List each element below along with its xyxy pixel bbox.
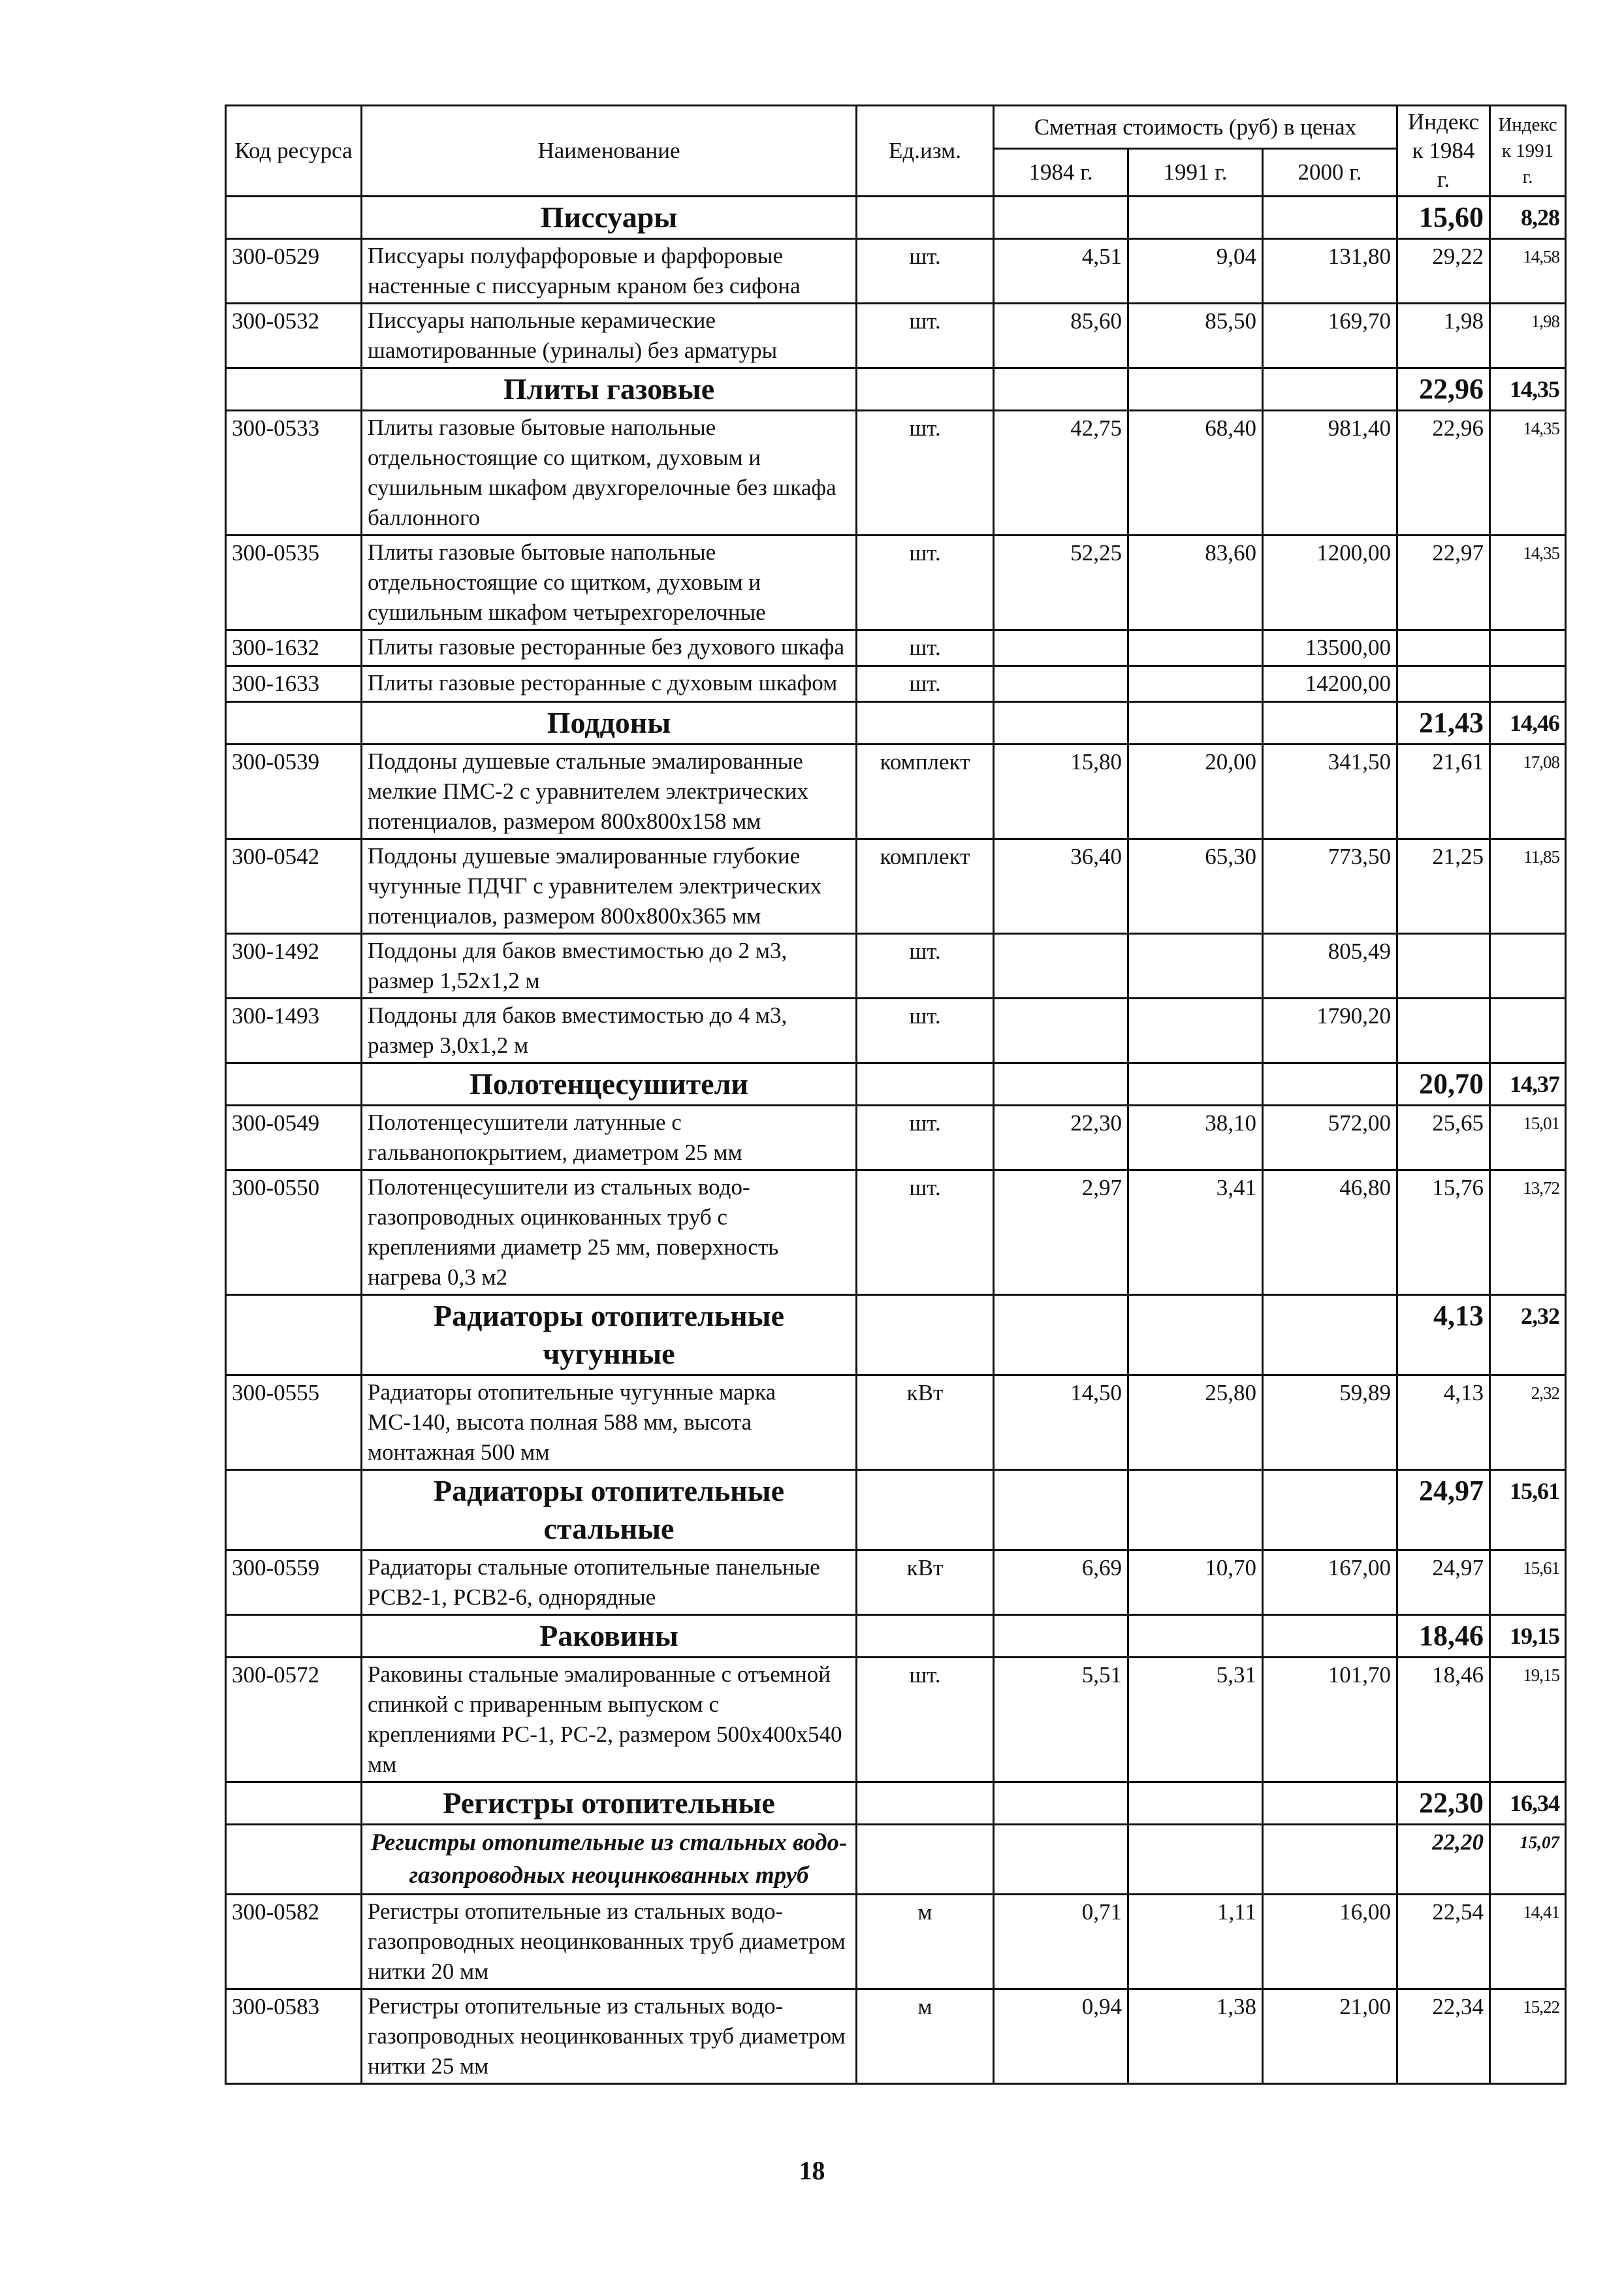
index-1991: 15,01 <box>1490 1106 1566 1170</box>
resource-code: 300-0529 <box>226 239 362 304</box>
price-1984: 5,51 <box>994 1658 1128 1782</box>
unit-of-measure: шт. <box>857 1658 994 1782</box>
unit-cell <box>857 368 994 411</box>
unit-cell <box>857 1470 994 1550</box>
index-1984: 1,98 <box>1397 304 1490 368</box>
section-index-1991: 19,15 <box>1490 1615 1566 1658</box>
price-2000: 981,40 <box>1263 411 1397 536</box>
section-index-1984: 15,60 <box>1397 197 1490 239</box>
resource-code: 300-1633 <box>226 666 362 702</box>
resource-code: 300-1492 <box>226 934 362 999</box>
price-2000: 46,80 <box>1263 1170 1397 1295</box>
code-cell <box>226 1295 362 1375</box>
resource-name: Писсуары напольные керамические шамотированные (уриналы) без арматуры <box>362 304 857 368</box>
section-row <box>226 1063 1566 1106</box>
resource-name: Поддоны душевые эмалированные глубокие чугунные ПДЧГ с уравнителем электрических потенциалов, размером 800х800х365 мм <box>362 839 857 934</box>
index-1991 <box>1490 630 1566 666</box>
index-1984 <box>1397 999 1490 1063</box>
unit-cell <box>857 1063 994 1106</box>
price-1991: 9,04 <box>1128 239 1263 304</box>
index-1984 <box>1397 630 1490 666</box>
price-1991: 25,80 <box>1128 1375 1263 1470</box>
table-row <box>226 1989 1566 2084</box>
resource-name: Регистры отопительные из стальных водо-газопроводных неоцинкованных труб диаметром нитки 20 мм <box>362 1895 857 1989</box>
price-2000: 21,00 <box>1263 1989 1397 2084</box>
index-1984 <box>1397 666 1490 702</box>
price-1984 <box>994 934 1128 999</box>
table-row <box>226 1895 1566 1989</box>
resource-code: 300-0533 <box>226 411 362 536</box>
index-1991 <box>1490 666 1566 702</box>
price-1984-cell <box>994 1063 1128 1106</box>
code-cell <box>226 1782 362 1825</box>
price-2000: 805,49 <box>1263 934 1397 999</box>
code-cell <box>226 702 362 745</box>
section-index-1991: 8,28 <box>1490 197 1566 239</box>
subsection-title: Регистры отопительные из стальных водо-газопроводных неоцинкованных труб <box>362 1825 857 1895</box>
index-1991 <box>1490 999 1566 1063</box>
price-1984-cell <box>994 197 1128 239</box>
price-1991-cell <box>1128 1295 1263 1375</box>
index-1984: 29,22 <box>1397 239 1490 304</box>
price-1991-cell <box>1128 197 1263 239</box>
index-1984: 18,46 <box>1397 1658 1490 1782</box>
section-index-1984: 22,30 <box>1397 1782 1490 1825</box>
price-2000: 13500,00 <box>1263 630 1397 666</box>
price-2000-cell <box>1263 1470 1397 1550</box>
table-header <box>226 106 1566 197</box>
price-1991-cell <box>1128 368 1263 411</box>
section-row <box>226 702 1566 745</box>
price-1984-cell <box>994 1470 1128 1550</box>
price-2000-cell <box>1263 368 1397 411</box>
price-1984: 85,60 <box>994 304 1128 368</box>
price-1991: 83,60 <box>1128 536 1263 630</box>
price-2000: 773,50 <box>1263 839 1397 934</box>
price-1991: 5,31 <box>1128 1658 1263 1782</box>
price-1991-cell <box>1128 1470 1263 1550</box>
code-cell <box>226 1825 362 1895</box>
section-row <box>226 1295 1566 1375</box>
index-1991: 14,35 <box>1490 411 1566 536</box>
price-1991-cell <box>1128 1063 1263 1106</box>
code-cell <box>226 1470 362 1550</box>
price-1991-cell <box>1128 1782 1263 1825</box>
resource-code: 300-1493 <box>226 999 362 1063</box>
index-1984: 22,54 <box>1397 1895 1490 1989</box>
price-2000: 14200,00 <box>1263 666 1397 702</box>
section-title: Радиаторы отопительные стальные <box>362 1470 857 1550</box>
code-cell <box>226 197 362 239</box>
price-1984: 0,71 <box>994 1895 1128 1989</box>
resource-code: 300-1632 <box>226 630 362 666</box>
price-2000-cell <box>1263 1063 1397 1106</box>
unit-of-measure: м <box>857 1895 994 1989</box>
table-row <box>226 1658 1566 1782</box>
resource-name: Радиаторы стальные отопительные панельные РСВ2-1, РСВ2-6, однорядные <box>362 1550 857 1615</box>
price-2000-cell <box>1263 702 1397 745</box>
unit-of-measure: шт. <box>857 304 994 368</box>
unit-of-measure: шт. <box>857 934 994 999</box>
price-1991: 10,70 <box>1128 1550 1263 1615</box>
price-1991-cell <box>1128 1615 1263 1658</box>
price-1991 <box>1128 934 1263 999</box>
price-1984-cell <box>994 1782 1128 1825</box>
section-row <box>226 197 1566 239</box>
section-index-1991: 14,35 <box>1490 368 1566 411</box>
table-row <box>226 934 1566 999</box>
unit-cell <box>857 1825 994 1895</box>
unit-of-measure: кВт <box>857 1550 994 1615</box>
index-1984: 15,76 <box>1397 1170 1490 1295</box>
price-1984 <box>994 999 1128 1063</box>
index-1991: 1,98 <box>1490 304 1566 368</box>
section-row <box>226 1615 1566 1658</box>
price-1984-cell <box>994 1295 1128 1375</box>
price-1991 <box>1128 666 1263 702</box>
unit-cell <box>857 197 994 239</box>
unit-of-measure: м <box>857 1989 994 2084</box>
unit-of-measure: шт. <box>857 630 994 666</box>
table-row <box>226 239 1566 304</box>
resource-name: Плиты газовые бытовые напольные отдельностоящие со щитком, духовым и сушильным шкафом четырехгорелочные <box>362 536 857 630</box>
index-1984: 22,97 <box>1397 536 1490 630</box>
index-1991: 17,08 <box>1490 745 1566 839</box>
header-code: Код ресурса <box>226 106 362 197</box>
resource-name: Поддоны для баков вместимостью до 4 м3, размер 3,0х1,2 м <box>362 999 857 1063</box>
index-1991: 14,41 <box>1490 1895 1566 1989</box>
resource-code: 300-0532 <box>226 304 362 368</box>
unit-of-measure: кВт <box>857 1375 994 1470</box>
price-2000: 59,89 <box>1263 1375 1397 1470</box>
price-2000: 572,00 <box>1263 1106 1397 1170</box>
resource-code: 300-0539 <box>226 745 362 839</box>
header-unit: Ед.изм. <box>857 106 994 197</box>
table-row <box>226 536 1566 630</box>
section-row <box>226 1470 1566 1550</box>
table-row <box>226 411 1566 536</box>
price-1991 <box>1128 999 1263 1063</box>
resource-name: Плиты газовые ресторанные с духовым шкафом <box>362 666 857 702</box>
resource-name: Регистры отопительные из стальных водо-газопроводных неоцинкованных труб диаметром нитки 25 мм <box>362 1989 857 2084</box>
index-1991: 15,22 <box>1490 1989 1566 2084</box>
resource-name: Раковины стальные эмалированные с отъемной спинкой с приваренным выпуском с креплениями РС-1, РС-2, размером 500х400х540 мм <box>362 1658 857 1782</box>
section-title: Регистры отопительные <box>362 1782 857 1825</box>
price-table-sheet <box>225 104 1565 2085</box>
resource-name: Писсуары полуфарфоровые и фарфоровые настенные с писсуарным краном без сифона <box>362 239 857 304</box>
index-1991: 14,35 <box>1490 536 1566 630</box>
price-1984 <box>994 666 1128 702</box>
index-1991: 14,58 <box>1490 239 1566 304</box>
header-index-1984: Индекс к 1984 г. <box>1397 106 1490 197</box>
resource-code: 300-0555 <box>226 1375 362 1470</box>
price-1984: 15,80 <box>994 745 1128 839</box>
unit-of-measure: шт. <box>857 239 994 304</box>
price-1984: 36,40 <box>994 839 1128 934</box>
resource-code: 300-0559 <box>226 1550 362 1615</box>
index-1991 <box>1490 934 1566 999</box>
price-2000: 167,00 <box>1263 1550 1397 1615</box>
index-1991: 2,32 <box>1490 1375 1566 1470</box>
price-1984: 22,30 <box>994 1106 1128 1170</box>
price-1991: 38,10 <box>1128 1106 1263 1170</box>
header-year-1984: 1984 г. <box>994 149 1128 197</box>
index-1991: 11,85 <box>1490 839 1566 934</box>
price-1991-cell <box>1128 702 1263 745</box>
price-1991: 1,11 <box>1128 1895 1263 1989</box>
price-1991-cell <box>1128 1825 1263 1895</box>
resource-code: 300-0549 <box>226 1106 362 1170</box>
unit-cell <box>857 1615 994 1658</box>
table-row <box>226 745 1566 839</box>
price-1984: 2,97 <box>994 1170 1128 1295</box>
price-1984: 14,50 <box>994 1375 1128 1470</box>
header-year-1991: 1991 г. <box>1128 149 1263 197</box>
resource-code: 300-0572 <box>226 1658 362 1782</box>
price-1991 <box>1128 630 1263 666</box>
price-1984-cell <box>994 368 1128 411</box>
price-2000: 1200,00 <box>1263 536 1397 630</box>
price-1984-cell <box>994 1825 1128 1895</box>
section-index-1984: 18,46 <box>1397 1615 1490 1658</box>
unit-of-measure: шт. <box>857 1170 994 1295</box>
price-1984: 6,69 <box>994 1550 1128 1615</box>
page-number: 18 <box>799 2156 825 2185</box>
price-2000-cell <box>1263 1615 1397 1658</box>
price-1984-cell <box>994 1615 1128 1658</box>
section-index-1991: 2,32 <box>1490 1295 1566 1375</box>
resource-name: Плиты газовые бытовые напольные отдельностоящие со щитком, духовым и сушильным шкафом двухгорелочные без шкафа баллонного <box>362 411 857 536</box>
table-row <box>226 666 1566 702</box>
table-row <box>226 304 1566 368</box>
table-body <box>226 197 1566 2084</box>
price-1984: 4,51 <box>994 239 1128 304</box>
index-1984: 21,25 <box>1397 839 1490 934</box>
section-title: Писсуары <box>362 197 857 239</box>
resource-code: 300-0582 <box>226 1895 362 1989</box>
unit-of-measure: шт. <box>857 1106 994 1170</box>
resource-name: Поддоны душевые стальные эмалированные мелкие ПМС-2 с уравнителем электрических потенциалов, размером 800х800х158 мм <box>362 745 857 839</box>
price-2000-cell <box>1263 197 1397 239</box>
header-name: Наименование <box>362 106 857 197</box>
unit-of-measure: шт. <box>857 666 994 702</box>
index-1991: 15,61 <box>1490 1550 1566 1615</box>
resource-name: Полотенцесушители латунные с гальванопокрытием, диаметром 25 мм <box>362 1106 857 1170</box>
table-row <box>226 1106 1566 1170</box>
price-1984: 42,75 <box>994 411 1128 536</box>
resource-code: 300-0535 <box>226 536 362 630</box>
index-1984: 22,34 <box>1397 1989 1490 2084</box>
price-1991: 3,41 <box>1128 1170 1263 1295</box>
price-2000: 131,80 <box>1263 239 1397 304</box>
section-title: Раковины <box>362 1615 857 1658</box>
resource-name: Радиаторы отопительные чугунные марка МС-140, высота полная 588 мм, высота монтажная 500 мм <box>362 1375 857 1470</box>
section-title: Поддоны <box>362 702 857 745</box>
section-index-1984: 21,43 <box>1397 702 1490 745</box>
section-title: Радиаторы отопительные чугунные <box>362 1295 857 1375</box>
header-cost-group: Сметная стоимость (руб) в ценах <box>994 106 1397 149</box>
table-row <box>226 1550 1566 1615</box>
price-2000-cell <box>1263 1782 1397 1825</box>
price-1984-cell <box>994 702 1128 745</box>
unit-cell <box>857 1295 994 1375</box>
unit-of-measure: комплект <box>857 839 994 934</box>
price-1991: 85,50 <box>1128 304 1263 368</box>
section-title: Полотенцесушители <box>362 1063 857 1106</box>
price-1991: 1,38 <box>1128 1989 1263 2084</box>
price-1984: 0,94 <box>994 1989 1128 2084</box>
price-2000-cell <box>1263 1295 1397 1375</box>
index-1991: 13,72 <box>1490 1170 1566 1295</box>
section-title: Плиты газовые <box>362 368 857 411</box>
price-2000: 101,70 <box>1263 1658 1397 1782</box>
price-2000: 1790,20 <box>1263 999 1397 1063</box>
section-index-1991: 15,61 <box>1490 1470 1566 1550</box>
unit-cell <box>857 1782 994 1825</box>
price-1991: 20,00 <box>1128 745 1263 839</box>
section-index-1991: 15,07 <box>1490 1825 1566 1895</box>
code-cell <box>226 368 362 411</box>
resource-code: 300-0550 <box>226 1170 362 1295</box>
table-row <box>226 999 1566 1063</box>
section-index-1984: 22,20 <box>1397 1825 1490 1895</box>
price-2000: 169,70 <box>1263 304 1397 368</box>
table-row <box>226 630 1566 666</box>
section-index-1984: 20,70 <box>1397 1063 1490 1106</box>
unit-cell <box>857 702 994 745</box>
table-row <box>226 1170 1566 1295</box>
price-2000-cell <box>1263 1825 1397 1895</box>
price-2000: 16,00 <box>1263 1895 1397 1989</box>
unit-of-measure: шт. <box>857 411 994 536</box>
price-1984 <box>994 630 1128 666</box>
price-1991: 68,40 <box>1128 411 1263 536</box>
price-1984: 52,25 <box>994 536 1128 630</box>
price-1991: 65,30 <box>1128 839 1263 934</box>
resource-code: 300-0542 <box>226 839 362 934</box>
subsection-row <box>226 1825 1566 1895</box>
resource-name: Полотенцесушители из стальных водо-газопроводных оцинкованных труб с креплениями диаметр 25 мм, поверхность нагрева 0,3 м2 <box>362 1170 857 1295</box>
section-index-1984: 4,13 <box>1397 1295 1490 1375</box>
price-2000: 341,50 <box>1263 745 1397 839</box>
code-cell <box>226 1063 362 1106</box>
section-index-1984: 22,96 <box>1397 368 1490 411</box>
unit-of-measure: шт. <box>857 536 994 630</box>
resource-name: Поддоны для баков вместимостью до 2 м3, размер 1,52х1,2 м <box>362 934 857 999</box>
index-1991: 19,15 <box>1490 1658 1566 1782</box>
section-index-1991: 14,37 <box>1490 1063 1566 1106</box>
index-1984: 21,61 <box>1397 745 1490 839</box>
header-year-2000: 2000 г. <box>1263 149 1397 197</box>
index-1984: 24,97 <box>1397 1550 1490 1615</box>
resource-price-table <box>225 104 1567 2085</box>
unit-of-measure: шт. <box>857 999 994 1063</box>
table-row <box>226 839 1566 934</box>
section-row <box>226 1782 1566 1825</box>
unit-of-measure: комплект <box>857 745 994 839</box>
section-index-1991: 16,34 <box>1490 1782 1566 1825</box>
section-row <box>226 368 1566 411</box>
table-row <box>226 1375 1566 1470</box>
section-index-1991: 14,46 <box>1490 702 1566 745</box>
header-index-1991: Индекс к 1991 г. <box>1490 106 1566 197</box>
index-1984: 22,96 <box>1397 411 1490 536</box>
index-1984: 25,65 <box>1397 1106 1490 1170</box>
index-1984 <box>1397 934 1490 999</box>
code-cell <box>226 1615 362 1658</box>
resource-code: 300-0583 <box>226 1989 362 2084</box>
section-index-1984: 24,97 <box>1397 1470 1490 1550</box>
index-1984: 4,13 <box>1397 1375 1490 1470</box>
resource-name: Плиты газовые ресторанные без духового шкафа <box>362 630 857 666</box>
